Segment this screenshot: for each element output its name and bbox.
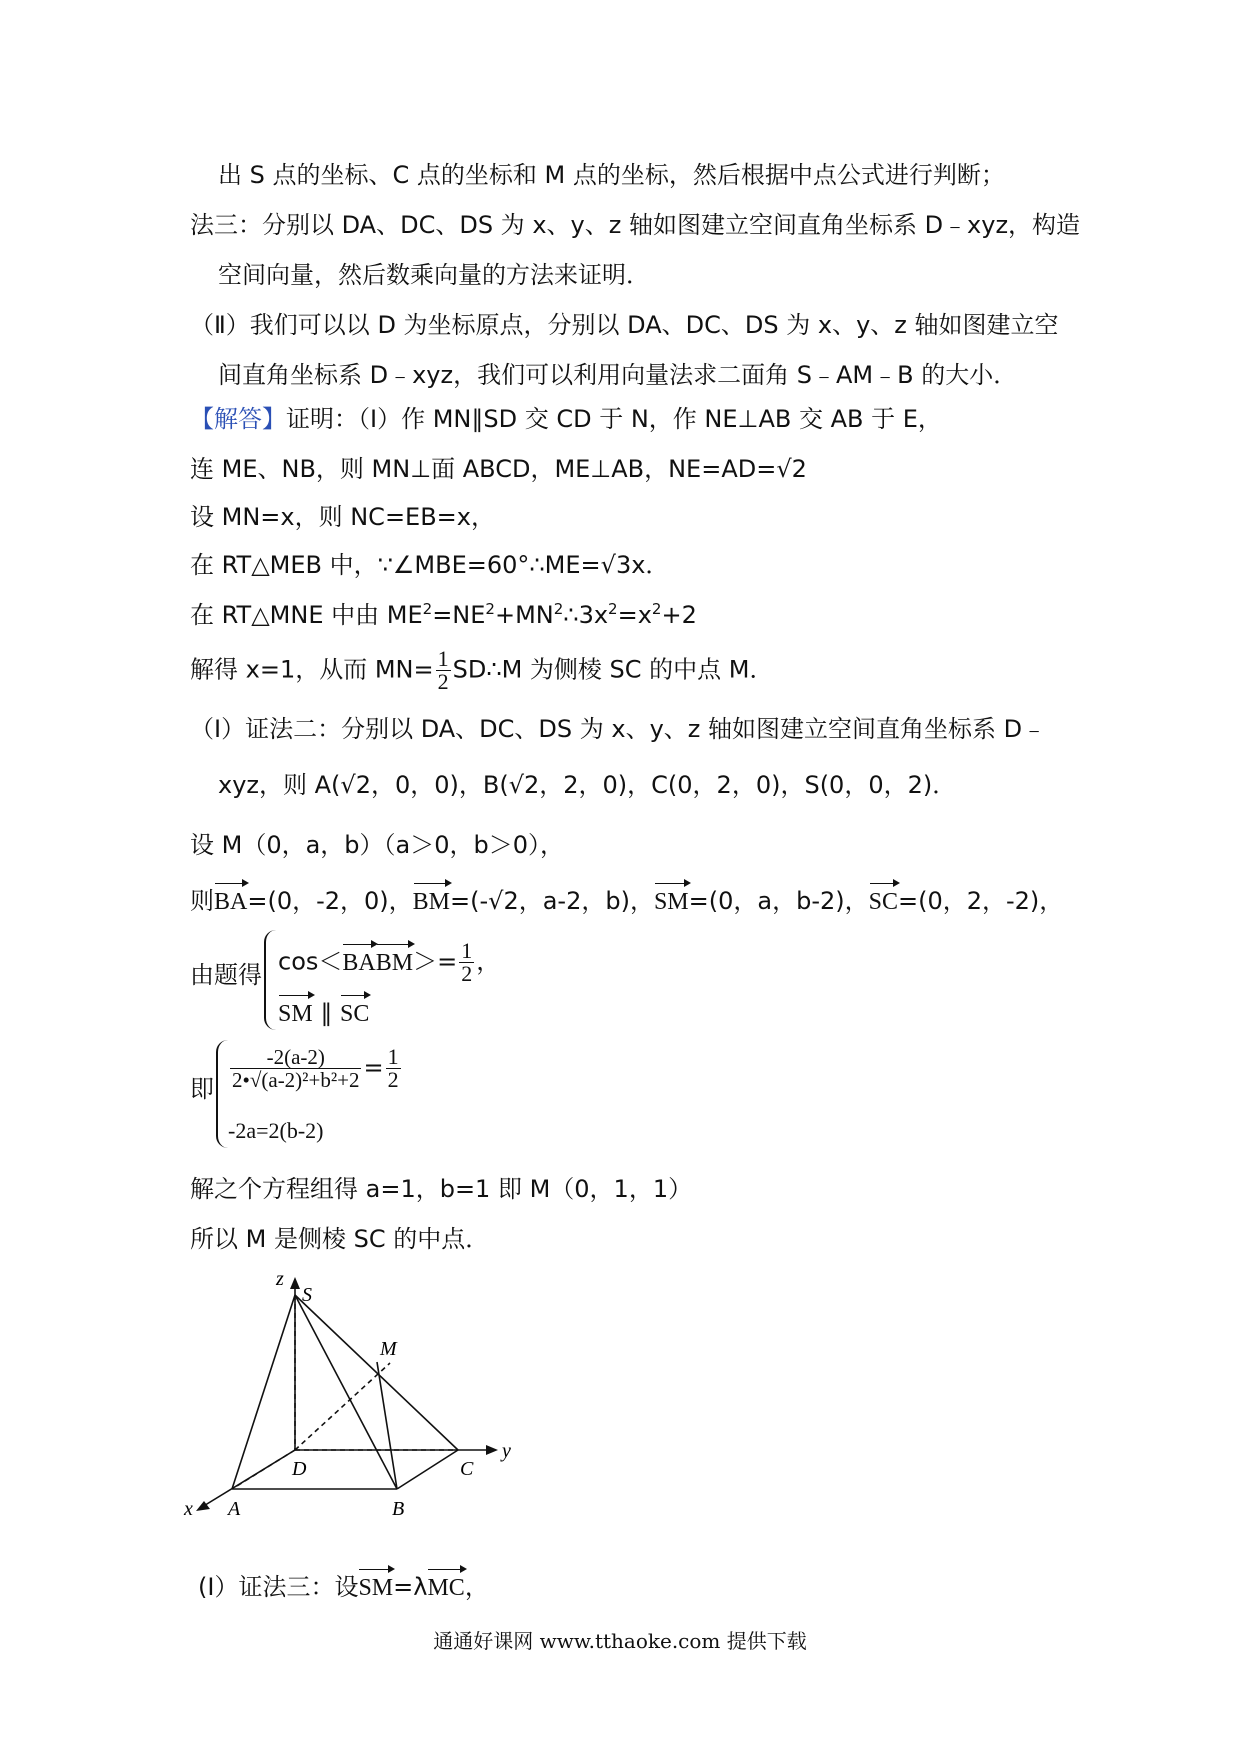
line-14: 设 M（0，a，b）（a＞0，b＞0）， <box>190 831 565 859</box>
big-num: -2(a-2) <box>230 1046 361 1069</box>
frac-num: 1 <box>437 646 449 671</box>
l16-tail: ， <box>476 947 501 976</box>
edge-SC <box>295 1295 458 1450</box>
sq-3: 2 <box>553 600 564 618</box>
line-18: 解之个方程组得 a=1，b=1 即 M（0，1，1） <box>190 1175 693 1203</box>
vector-bm: BM <box>413 885 450 919</box>
line-20 <box>198 1570 489 1605</box>
system-brace-1 <box>264 930 276 1030</box>
l15-sm: =(0，a，b-2)， <box>688 887 869 915</box>
line-3: 空间向量，然后数乘向量的方法来证明． <box>218 261 650 289</box>
vector-sm-2: SM <box>278 997 313 1031</box>
label-A: A <box>228 1498 241 1520</box>
vector-sm: SM <box>654 885 689 919</box>
edge-SA <box>232 1295 295 1489</box>
label-S: S <box>302 1284 312 1306</box>
system-1-row-2 <box>278 996 369 1031</box>
vector-sc-2: SC <box>340 997 369 1031</box>
l15-pre: 则 <box>190 887 214 915</box>
line-6-text: 证明：（Ⅰ）作 MN∥SD 交 CD 于 N，作 NE⊥AB 交 AB 于 E， <box>286 405 942 433</box>
system-brace-2 <box>216 1040 228 1148</box>
cos-close: ＞= <box>413 947 458 976</box>
vector-mc: MC <box>427 1571 464 1605</box>
line-15 <box>190 884 1063 919</box>
answer-tag: 【解答】 <box>190 405 286 433</box>
fraction-half <box>436 648 451 693</box>
eq: = <box>363 1053 384 1082</box>
l20-pre: (Ⅰ）证法三：设 <box>198 1573 359 1601</box>
line-11 <box>190 648 774 693</box>
label-B: B <box>392 1498 405 1520</box>
line-5: 间直角坐标系 D﹣xyz，我们可以利用向量法求二面角 S﹣AM﹣B 的大小． <box>218 361 1018 389</box>
line-16-pre: 由题得 <box>190 961 262 989</box>
parallel-sign: ∥ <box>320 999 333 1027</box>
l10b: =NE <box>432 601 486 629</box>
l10a: 在 RT△MNE 中由 ME <box>190 601 423 629</box>
vector-ba: BA <box>214 885 247 919</box>
big-den: 2•√(a-2)²+b²+2 <box>232 1068 360 1092</box>
line-6 <box>190 402 942 436</box>
l15-bm: =(-√2，a-2，b)， <box>450 887 654 915</box>
sq-1: 2 <box>422 600 433 618</box>
vector-bm-2: BM <box>376 946 413 980</box>
sq-4: 2 <box>608 600 618 618</box>
fraction-big <box>230 1046 361 1091</box>
l11a: 解得 x=1，从而 MN= <box>190 655 434 684</box>
line-7: 连 ME、NB，则 MN⊥面 ABCD，ME⊥AB，NE=AD=√2 <box>190 455 807 483</box>
line-2: 法三：分别以 DA、DC、DS 为 x、y、z 轴如图建立空间直角坐标系 D﹣xyz，构造 <box>190 211 1081 239</box>
vector-ba-2: BA <box>342 946 375 980</box>
cos-label: cos＜ <box>278 947 343 976</box>
line-4: （Ⅱ）我们可以以 D 为坐标原点，分别以 DA、DC、DS 为 x、y、z 轴如图建立空 <box>190 311 1059 339</box>
line-1: 出 S 点的坐标、C 点的坐标和 M 点的坐标，然后根据中点公式进行判断； <box>218 161 1005 189</box>
line-19: 所以 M 是侧棱 SC 的中点． <box>190 1225 490 1253</box>
l10f: +2 <box>661 601 697 629</box>
frac-den-2: 2 <box>461 961 473 986</box>
vector-sm-3: SM <box>358 1571 393 1605</box>
line-13: xyz，则 A(√2，0，0)，B(√2，2，0)，C(0，2，0)，S(0，0，2)． <box>218 771 957 799</box>
line-12: （Ⅰ）证法二：分别以 DA、DC、DS 为 x、y、z 轴如图建立空间直角坐标系 D﹣ <box>190 715 1047 743</box>
fraction-half-2 <box>459 940 474 985</box>
line-9: 在 RT△MEB 中，∵∠MBE=60°∴ME=√3x． <box>190 551 670 579</box>
l20-mid: =λ <box>393 1573 428 1601</box>
system-2-row-1 <box>228 1046 403 1091</box>
sq-5: 2 <box>651 600 662 618</box>
fraction-half-3 <box>386 1046 401 1091</box>
label-C: C <box>460 1458 474 1480</box>
l10c: +MN <box>494 601 554 629</box>
frac-den: 2 <box>437 669 449 694</box>
vector-sc: SC <box>869 885 898 919</box>
l20-end: ， <box>464 1573 489 1601</box>
label-D: D <box>292 1458 307 1480</box>
sq-2: 2 <box>485 600 495 618</box>
frac-num-2: 1 <box>461 938 473 963</box>
l10d: ∴3x <box>563 601 609 629</box>
system-2-row-2: -2a=2(b-2) <box>228 1118 324 1143</box>
edge-BC <box>397 1450 458 1489</box>
l11b: SD∴M 为侧棱 SC 的中点 M． <box>452 655 774 684</box>
label-z: z <box>276 1268 284 1290</box>
label-y: y <box>502 1440 511 1462</box>
line-10 <box>190 598 697 632</box>
line-8: 设 MN=x，则 NC=EB=x， <box>190 503 495 531</box>
label-x: x <box>184 1498 193 1520</box>
line-17-pre: 即 <box>190 1075 214 1103</box>
l10e: =x <box>617 601 652 629</box>
y-arrow <box>486 1445 498 1455</box>
system-1-row-1 <box>278 940 500 985</box>
frac-den-3: 2 <box>387 1067 399 1092</box>
z-arrow <box>290 1277 300 1289</box>
edge-DM <box>295 1363 390 1450</box>
l15-sc: =(0，2，-2)， <box>897 887 1064 915</box>
label-M: M <box>380 1338 397 1360</box>
frac-num-3: 1 <box>387 1044 399 1069</box>
page-footer: 通通好课网 www.tthaoke.com 提供下载 <box>433 1629 807 1653</box>
l15-ba: =(0，-2，0)， <box>247 887 413 915</box>
pyramid-figure <box>180 1265 740 1565</box>
